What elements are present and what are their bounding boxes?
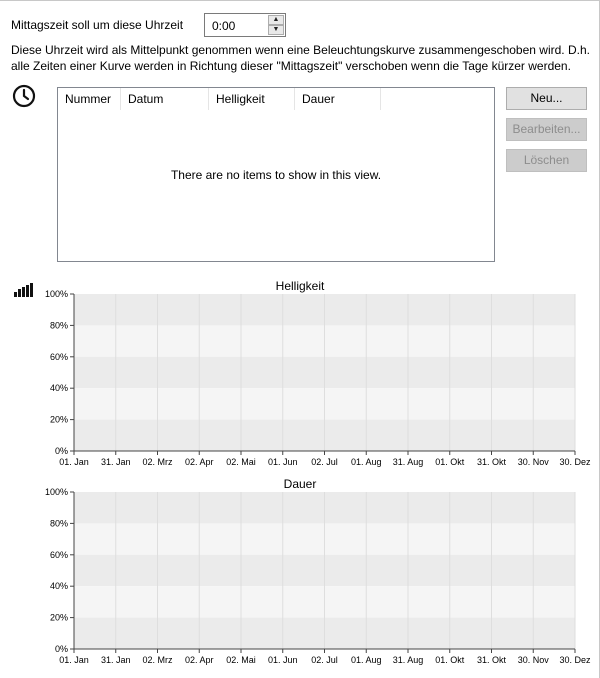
y-tick-label: 20% <box>49 414 68 425</box>
y-tick-label: 100% <box>44 487 68 497</box>
x-tick-label: 02. Mrz <box>142 457 173 467</box>
x-tick-label: 31. Okt <box>476 655 507 665</box>
x-tick-label: 30. Nov <box>517 655 549 665</box>
x-tick-label: 30. Dez <box>559 655 591 665</box>
column-header-dauer[interactable]: Dauer <box>295 88 381 110</box>
x-tick-label: 01. Aug <box>350 655 382 665</box>
spinner-buttons <box>268 15 284 35</box>
x-tick-label: 02. Mrz <box>142 655 173 665</box>
x-tick-label: 01. Jan <box>59 457 89 467</box>
y-tick-label: 40% <box>49 383 68 394</box>
noon-time-value[interactable]: 0:00 <box>212 19 236 33</box>
x-tick-label: 02. Apr <box>184 457 214 467</box>
y-tick-label: 80% <box>49 320 68 331</box>
x-tick-label: 01. Jan <box>59 655 89 665</box>
y-tick-label: 100% <box>44 289 68 299</box>
list-empty-message: There are no items to show in this view. <box>170 168 382 182</box>
new-button[interactable]: Neu... <box>506 87 587 110</box>
column-header-datum[interactable]: Datum <box>121 88 209 110</box>
y-tick-label: 40% <box>49 581 68 592</box>
column-header-nummer[interactable]: Nummer <box>58 88 121 110</box>
x-tick-label: 31. Jan <box>100 655 131 665</box>
chart-title-helligkeit: Helligkeit <box>275 279 325 293</box>
x-tick-label: 02. Mai <box>226 655 256 665</box>
x-tick-label: 31. Okt <box>476 457 507 467</box>
y-tick-label: 20% <box>49 612 68 623</box>
x-tick-label: 31. Aug <box>392 457 424 467</box>
x-tick-label: 30. Dez <box>559 457 591 467</box>
delete-button[interactable]: Löschen <box>506 149 587 172</box>
x-tick-label: 02. Apr <box>184 655 214 665</box>
x-tick-label: 01. Aug <box>350 457 382 467</box>
chart-dauer <box>0 485 600 670</box>
noon-time-label: Mittagszeit soll um diese Uhrzeit <box>11 18 184 32</box>
chart-helligkeit <box>0 287 600 472</box>
y-tick-label: 0% <box>54 446 68 456</box>
x-tick-label: 02. Mai <box>226 457 256 467</box>
list-header <box>58 88 494 110</box>
noon-time-spinner[interactable] <box>204 13 286 37</box>
x-tick-label: 01. Jun <box>267 655 298 665</box>
spinner-down-icon[interactable]: ▼ <box>268 25 284 35</box>
x-tick-label: 31. Jan <box>100 457 131 467</box>
x-tick-label: 01. Okt <box>435 457 465 467</box>
y-tick-label: 0% <box>54 644 68 654</box>
x-tick-label: 02. Jul <box>311 457 338 467</box>
x-tick-label: 31. Aug <box>392 655 424 665</box>
x-tick-label: 01. Okt <box>435 655 465 665</box>
edit-button[interactable]: Bearbeiten... <box>506 118 587 141</box>
column-header-helligkeit[interactable]: Helligkeit <box>209 88 295 110</box>
spinner-up-icon[interactable]: ▲ <box>268 15 284 25</box>
x-tick-label: 30. Nov <box>517 457 549 467</box>
y-tick-label: 60% <box>49 549 68 560</box>
clock-icon <box>12 84 36 108</box>
curve-list-view[interactable] <box>57 87 495 262</box>
noon-time-description: Diese Uhrzeit wird als Mittelpunkt genommen wenn eine Beleuchtungskurve zusammengeschoben wird. D.h. alle Zeiten einer Kurve werden in Richtung dieser "Mittagszeit" verschoben wenn die Tage kürzer werden. <box>11 43 590 73</box>
y-tick-label: 60% <box>49 351 68 362</box>
chart-title-dauer: Dauer <box>283 477 317 491</box>
x-tick-label: 01. Jun <box>267 457 298 467</box>
window-top-border <box>0 0 600 1</box>
y-tick-label: 80% <box>49 518 68 529</box>
x-tick-label: 02. Jul <box>311 655 338 665</box>
